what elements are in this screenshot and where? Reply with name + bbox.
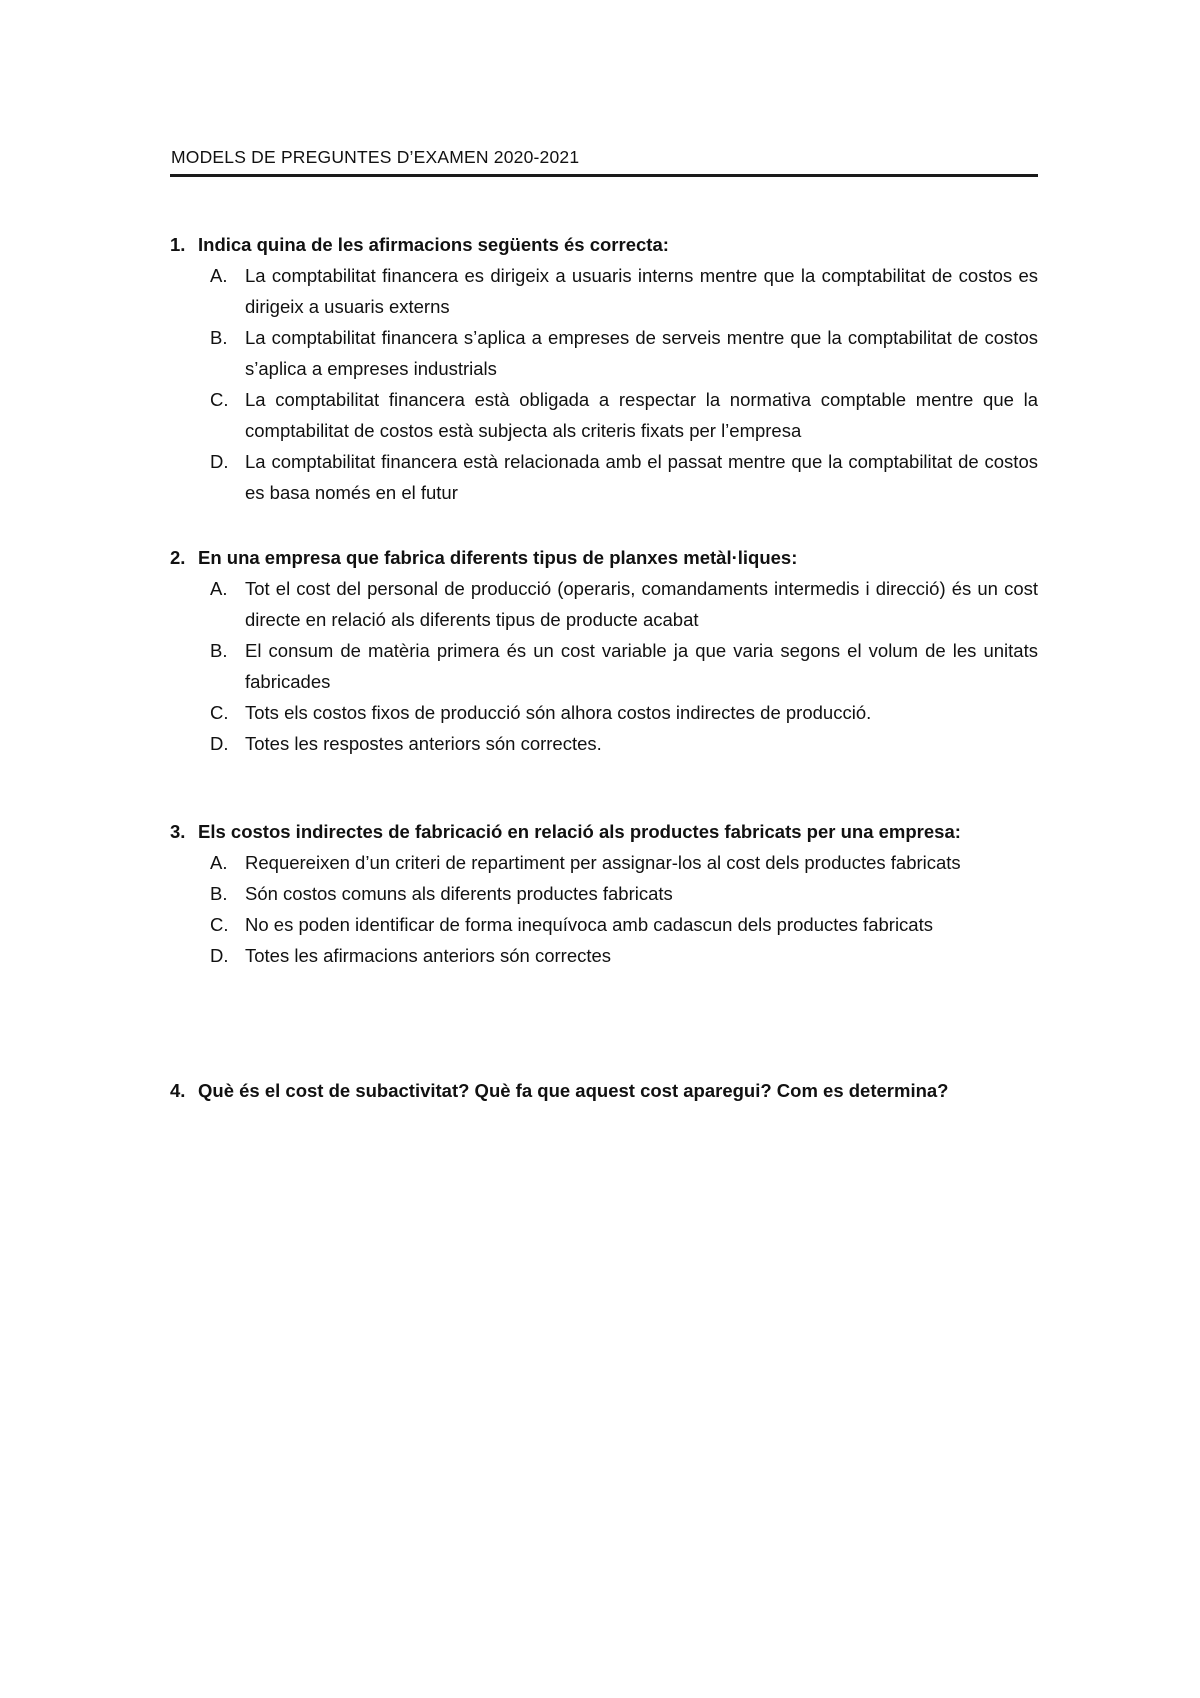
option-c <box>210 697 1038 728</box>
option-letter: D. <box>210 945 229 966</box>
question-heading <box>170 1075 1038 1106</box>
option-a <box>210 847 1038 878</box>
option-text: Tot el cost del personal de producció (operaris, comandaments intermedis i direcció) és un cost directe en relació als diferents tipus de producte acabat <box>245 578 1038 630</box>
option-list <box>170 573 1038 759</box>
question-3 <box>170 816 1038 971</box>
document-header <box>170 146 1038 177</box>
option-letter: B. <box>210 640 228 661</box>
question-number: 1. <box>170 234 186 255</box>
question-2 <box>170 542 1038 759</box>
option-list <box>170 260 1038 508</box>
question-heading <box>170 229 1038 260</box>
option-text: La comptabilitat financera està relacionada amb el passat mentre que la comptabilitat de costos es basa només en el futur <box>245 451 1038 503</box>
question-text: Indica quina de les afirmacions següents és correcta: <box>198 234 669 255</box>
option-letter: C. <box>210 914 229 935</box>
option-text: El consum de matèria primera és un cost variable ja que varia segons el volum de les unitats fabricades <box>245 640 1038 692</box>
option-text: Totes les afirmacions anteriors són correctes <box>245 945 612 966</box>
option-text: La comptabilitat financera està obligada a respectar la normativa comptable mentre que la comptabilitat de costos està subjecta als criteris fixats per l’empresa <box>245 389 1038 441</box>
question-heading <box>170 816 1038 847</box>
option-text: Són costos comuns als diferents productes fabricats <box>245 883 673 904</box>
option-letter: A. <box>210 578 228 599</box>
option-c <box>210 909 1038 940</box>
page-title: MODELS DE PREGUNTES D’EXAMEN 2020-2021 <box>171 147 580 167</box>
option-text: Requereixen d’un criteri de repartiment per assignar-los al cost dels productes fabricats <box>245 852 961 873</box>
option-letter: C. <box>210 702 229 723</box>
header-divider <box>170 174 1038 177</box>
option-letter: B. <box>210 327 228 348</box>
option-list <box>170 847 1038 971</box>
option-b <box>210 322 1038 384</box>
option-a <box>210 260 1038 322</box>
option-letter: C. <box>210 389 229 410</box>
question-1 <box>170 229 1038 508</box>
option-c <box>210 384 1038 446</box>
question-number: 2. <box>170 547 186 568</box>
option-text: Totes les respostes anteriors són correctes. <box>245 733 602 754</box>
option-d <box>210 728 1038 759</box>
option-letter: D. <box>210 451 229 472</box>
option-letter: A. <box>210 852 228 873</box>
option-a <box>210 573 1038 635</box>
question-text: Què és el cost de subactivitat? Què fa que aquest cost aparegui? Com es determina? <box>198 1080 949 1101</box>
question-heading <box>170 542 1038 573</box>
question-number: 4. <box>170 1080 186 1101</box>
option-d <box>210 940 1038 971</box>
option-letter: A. <box>210 265 228 286</box>
option-letter: B. <box>210 883 228 904</box>
question-number: 3. <box>170 821 186 842</box>
option-d <box>210 446 1038 508</box>
question-text: En una empresa que fabrica diferents tipus de planxes metàl·liques: <box>198 547 798 568</box>
option-letter: D. <box>210 733 229 754</box>
option-text: No es poden identificar de forma inequívoca amb cadascun dels productes fabricats <box>245 914 933 935</box>
question-4 <box>170 1075 1038 1106</box>
question-text: Els costos indirectes de fabricació en relació als productes fabricats per una empresa: <box>198 821 961 842</box>
option-text: La comptabilitat financera es dirigeix a usuaris interns mentre que la comptabilitat de costos es dirigeix a usuaris externs <box>245 265 1038 317</box>
option-text: Tots els costos fixos de producció són alhora costos indirectes de producció. <box>245 702 872 723</box>
option-b <box>210 878 1038 909</box>
option-b <box>210 635 1038 697</box>
option-text: La comptabilitat financera s’aplica a empreses de serveis mentre que la comptabilitat de costos s’aplica a empreses industrials <box>245 327 1038 379</box>
